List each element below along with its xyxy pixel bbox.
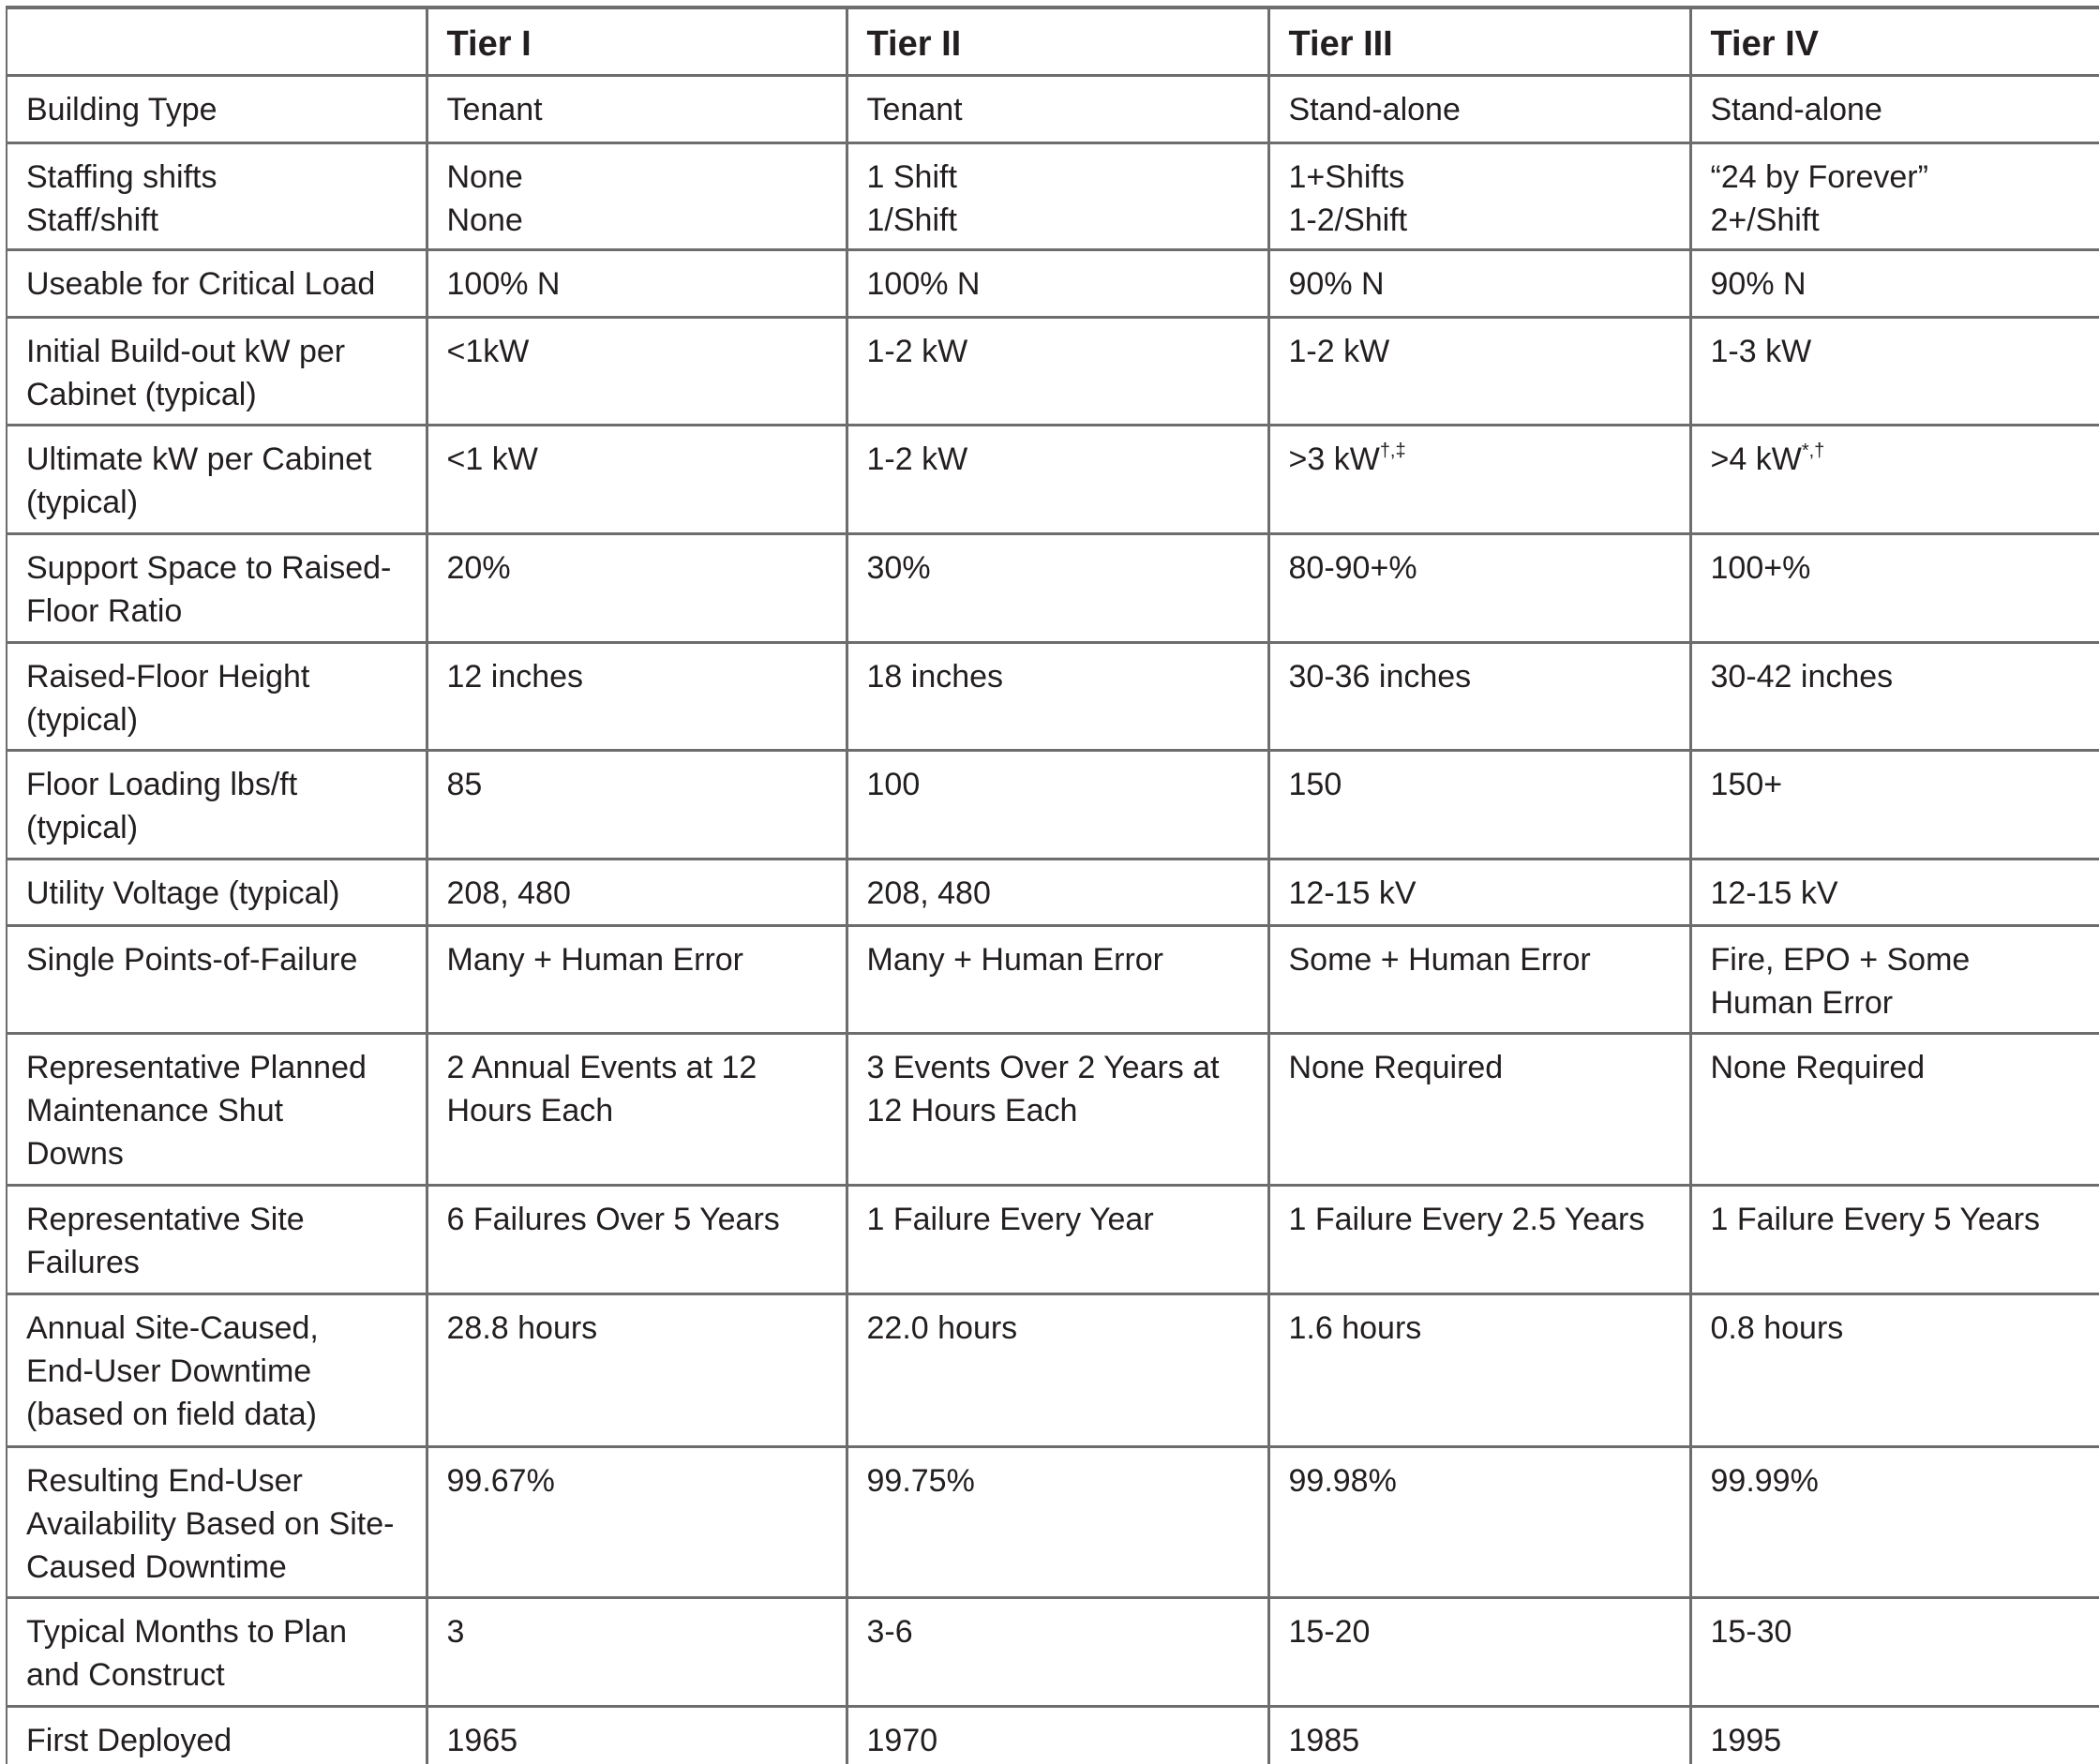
cell-text: <1kW: [446, 333, 530, 369]
cell-text: 22.0 hours: [866, 1309, 1018, 1346]
cell-text: 12 Hours Each: [866, 1092, 1078, 1129]
cell-line: [1711, 1719, 2084, 1762]
row-label: [7, 317, 427, 425]
row-label-line: Availability Based on Site-: [26, 1505, 395, 1542]
cell-text: <1 kW: [446, 441, 538, 477]
table-row: [7, 249, 2099, 317]
cell-line: [1289, 872, 1672, 915]
cell-tier-2: [847, 425, 1268, 533]
cell-text: Stand-alone: [1710, 91, 1882, 127]
cell-text: None: [446, 202, 523, 238]
cell-text: 12-15 kV: [1710, 875, 1838, 911]
row-label-line: Downs: [26, 1135, 124, 1172]
cell-line: [867, 763, 1251, 806]
cell-tier-2: [847, 1446, 1268, 1597]
table-row: [7, 1706, 2099, 1764]
cell-line: [1711, 763, 2084, 806]
cell-line: [447, 1719, 829, 1762]
cell-text: 1 Failure Every Year: [866, 1201, 1154, 1237]
cell-text: “24 by Forever”: [1710, 158, 1928, 195]
cell-line: [867, 655, 1251, 698]
cell-text: >3 kW: [1288, 441, 1380, 477]
cell-text: 1+Shifts: [1288, 158, 1405, 195]
cell-text: 1-2 kW: [1288, 333, 1390, 369]
cell-text: Many + Human Error: [866, 941, 1163, 978]
cell-line: [1289, 438, 1672, 481]
cell-text: 99.75%: [866, 1462, 975, 1499]
cell-line: [1711, 1459, 2084, 1502]
cell-line: [1289, 655, 1672, 698]
cell-line: [447, 1046, 829, 1089]
cell-text: 100% N: [866, 265, 981, 302]
cell-text: 1-2 kW: [866, 441, 968, 477]
row-label-line: (typical): [26, 701, 139, 738]
cell-text: None: [446, 158, 523, 195]
row-label: [7, 1185, 427, 1293]
cell-line: [1711, 981, 2084, 1024]
cell-text: 1995: [1710, 1722, 1782, 1758]
cell-text: Tenant: [866, 91, 963, 127]
cell-line: [867, 199, 1251, 242]
cell-text: 30-42 inches: [1710, 658, 1894, 695]
cell-text: 1970: [866, 1722, 938, 1758]
cell-line: [867, 156, 1251, 199]
cell-tier-4: [1690, 1446, 2099, 1597]
cell-line: [867, 872, 1251, 915]
cell-tier-2: [847, 925, 1268, 1033]
cell-text: 1 Failure Every 5 Years: [1710, 1201, 2041, 1237]
cell-line: [1711, 262, 2084, 306]
cell-text: 20%: [446, 549, 511, 586]
cell-tier-1: [427, 317, 847, 425]
table-row: [7, 750, 2099, 859]
cell-text: 1 Shift: [866, 158, 957, 195]
row-label-line: Staff/shift: [26, 202, 159, 238]
cell-tier-3: [1268, 1033, 1690, 1185]
cell-tier-4: [1690, 859, 2099, 925]
cell-line: [447, 199, 829, 242]
cell-tier-1: [427, 1597, 847, 1706]
cell-tier-2: [847, 1033, 1268, 1185]
cell-tier-1: [427, 75, 847, 142]
cell-line: [447, 330, 829, 373]
cell-line: [447, 655, 829, 698]
cell-tier-3: [1268, 142, 1690, 249]
cell-text: 6 Failures Over 5 Years: [446, 1201, 780, 1237]
cell-tier-1: [427, 750, 847, 859]
cell-line: [1289, 262, 1672, 306]
row-label: [7, 249, 427, 317]
cell-line: [447, 872, 829, 915]
cell-text: 15-20: [1288, 1613, 1371, 1650]
table-row: [7, 142, 2099, 249]
cell-tier-2: [847, 1185, 1268, 1293]
cell-text: None Required: [1288, 1049, 1504, 1085]
table-row: [7, 425, 2099, 533]
cell-tier-4: [1690, 925, 2099, 1033]
cell-line: [867, 1610, 1251, 1653]
cell-line: [1289, 156, 1672, 199]
table-row: [7, 317, 2099, 425]
cell-text: Tenant: [446, 91, 543, 127]
cell-line: [867, 1046, 1251, 1089]
cell-text: Many + Human Error: [446, 941, 743, 978]
row-label-line: Building Type: [26, 91, 217, 127]
table-row: [7, 75, 2099, 142]
cell-tier-2: [847, 533, 1268, 642]
header-tier-3: Tier III: [1268, 7, 1690, 75]
cell-tier-1: [427, 1706, 847, 1764]
cell-tier-2: [847, 249, 1268, 317]
cell-tier-1: [427, 425, 847, 533]
table-row: [7, 859, 2099, 925]
cell-tier-4: [1690, 1597, 2099, 1706]
cell-line: [447, 1307, 829, 1350]
cell-line: [447, 156, 829, 199]
cell-tier-3: [1268, 642, 1690, 750]
cell-tier-2: [847, 1293, 1268, 1446]
cell-text: >4 kW: [1710, 441, 1802, 477]
cell-line: [1289, 1307, 1672, 1350]
cell-text: Hours Each: [446, 1092, 614, 1129]
cell-tier-3: [1268, 425, 1690, 533]
cell-text: 90% N: [1710, 265, 1807, 302]
row-label-line: (based on field data): [26, 1396, 317, 1432]
row-label-line: and Construct: [26, 1656, 225, 1693]
cell-tier-1: [427, 1033, 847, 1185]
cell-line: [1711, 1046, 2084, 1089]
cell-line: [867, 938, 1251, 981]
cell-tier-1: [427, 642, 847, 750]
header-corner: [7, 7, 427, 75]
cell-line: [1289, 1459, 1672, 1502]
cell-tier-3: [1268, 1446, 1690, 1597]
cell-line: [867, 1198, 1251, 1241]
cell-line: [1289, 763, 1672, 806]
cell-text: 18 inches: [866, 658, 1004, 695]
cell-tier-2: [847, 859, 1268, 925]
row-label-line: Representative Site: [26, 1201, 305, 1237]
cell-text: 3-6: [866, 1613, 913, 1650]
cell-text: 80-90+%: [1288, 549, 1417, 586]
cell-text: 1-2 kW: [866, 333, 968, 369]
cell-tier-3: [1268, 249, 1690, 317]
cell-tier-3: [1268, 317, 1690, 425]
row-label: [7, 1293, 427, 1446]
cell-text: 0.8 hours: [1710, 1309, 1844, 1346]
cell-tier-4: [1690, 642, 2099, 750]
cell-tier-1: [427, 859, 847, 925]
cell-line: [447, 262, 829, 306]
cell-tier-4: [1690, 1033, 2099, 1185]
cell-text: 3 Events Over 2 Years at: [866, 1049, 1220, 1085]
row-label-line: Maintenance Shut: [26, 1092, 284, 1129]
cell-tier-4: [1690, 750, 2099, 859]
cell-text: 208, 480: [866, 875, 991, 911]
cell-tier-2: [847, 75, 1268, 142]
cell-tier-3: [1268, 75, 1690, 142]
cell-tier-2: [847, 642, 1268, 750]
cell-text: 100% N: [446, 265, 561, 302]
cell-line: [1289, 1046, 1672, 1089]
row-label-line: Ultimate kW per Cabinet: [26, 441, 372, 477]
cell-line: [867, 1307, 1251, 1350]
cell-tier-3: [1268, 1706, 1690, 1764]
cell-line: [1289, 1610, 1672, 1653]
cell-tier-1: [427, 1185, 847, 1293]
cell-line: [1289, 938, 1672, 981]
cell-tier-4: [1690, 142, 2099, 249]
row-label: [7, 642, 427, 750]
cell-text: 30%: [866, 549, 931, 586]
row-label-line: Support Space to Raised-: [26, 549, 392, 586]
header-tier-1: Tier I: [427, 7, 847, 75]
cell-tier-2: [847, 750, 1268, 859]
cell-tier-2: [847, 1706, 1268, 1764]
table-row: [7, 1293, 2099, 1446]
cell-line: [867, 330, 1251, 373]
cell-text: 12 inches: [446, 658, 584, 695]
cell-text: 1965: [446, 1722, 518, 1758]
cell-line: [1289, 199, 1672, 242]
cell-text: 100: [866, 766, 921, 802]
cell-text: 15-30: [1710, 1613, 1792, 1650]
cell-tier-1: [427, 1293, 847, 1446]
cell-text: 2 Annual Events at 12: [446, 1049, 757, 1085]
cell-text: 2+/Shift: [1710, 202, 1820, 238]
cell-tier-4: [1690, 533, 2099, 642]
table-row: [7, 642, 2099, 750]
cell-line: [1289, 1198, 1672, 1241]
cell-line: [1711, 1610, 2084, 1653]
cell-line: [867, 1459, 1251, 1502]
cell-text: 90% N: [1288, 265, 1385, 302]
cell-line: [1711, 156, 2084, 199]
cell-tier-3: [1268, 925, 1690, 1033]
row-label-line: Initial Build-out kW per: [26, 333, 346, 369]
cell-text: 100+%: [1710, 549, 1811, 586]
cell-line: [447, 438, 829, 481]
cell-text: 1-2/Shift: [1288, 202, 1408, 238]
cell-tier-3: [1268, 859, 1690, 925]
cell-tier-2: [847, 142, 1268, 249]
table-row: [7, 533, 2099, 642]
cell-text: 150: [1288, 766, 1342, 802]
cell-tier-1: [427, 533, 847, 642]
cell-line: [1711, 1198, 2084, 1241]
row-label: [7, 750, 427, 859]
cell-tier-1: [427, 249, 847, 317]
row-label-line: Staffing shifts: [26, 158, 217, 195]
footnote-marker: *,†: [1801, 440, 1825, 461]
cell-line: [1711, 1307, 2084, 1350]
cell-text: None Required: [1710, 1049, 1926, 1085]
cell-tier-2: [847, 317, 1268, 425]
row-label: [7, 925, 427, 1033]
row-label: [7, 1597, 427, 1706]
header-tier-4: Tier IV: [1690, 7, 2099, 75]
cell-text: 28.8 hours: [446, 1309, 598, 1346]
cell-tier-4: [1690, 1185, 2099, 1293]
cell-text: 150+: [1710, 766, 1783, 802]
cell-text: Fire, EPO + Some: [1710, 941, 1971, 978]
cell-line: [1711, 546, 2084, 590]
cell-text: 1-3 kW: [1710, 333, 1812, 369]
cell-tier-4: [1690, 249, 2099, 317]
cell-tier-2: [847, 1597, 1268, 1706]
row-label-line: Single Points-of-Failure: [26, 941, 358, 978]
cell-text: Stand-alone: [1288, 91, 1461, 127]
row-label: [7, 425, 427, 533]
cell-text: 1.6 hours: [1288, 1309, 1422, 1346]
table-row: [7, 1033, 2099, 1185]
row-label-line: Cabinet (typical): [26, 376, 257, 412]
table-body: [7, 75, 2099, 1764]
cell-line: [1711, 438, 2084, 481]
table-row: [7, 925, 2099, 1033]
cell-text: 1/Shift: [866, 202, 957, 238]
cell-line: [1711, 330, 2084, 373]
cell-tier-3: [1268, 1185, 1690, 1293]
cell-tier-3: [1268, 1597, 1690, 1706]
cell-tier-3: [1268, 1293, 1690, 1446]
cell-line: [1711, 655, 2084, 698]
cell-line: [447, 1089, 829, 1132]
row-label-line: Raised-Floor Height: [26, 658, 310, 695]
row-label: [7, 1446, 427, 1597]
row-label: [7, 1033, 427, 1185]
row-label-line: (typical): [26, 809, 139, 845]
cell-text: 208, 480: [446, 875, 571, 911]
cell-text: 1985: [1288, 1722, 1360, 1758]
cell-line: [447, 1459, 829, 1502]
cell-line: [1289, 88, 1672, 131]
cell-text: 12-15 kV: [1288, 875, 1417, 911]
row-label: [7, 859, 427, 925]
cell-text: 99.99%: [1710, 1462, 1819, 1499]
cell-text: 85: [446, 766, 483, 802]
cell-tier-4: [1690, 75, 2099, 142]
cell-tier-3: [1268, 533, 1690, 642]
cell-text: 99.98%: [1288, 1462, 1397, 1499]
cell-text: 30-36 inches: [1288, 658, 1472, 695]
cell-line: [1711, 199, 2084, 242]
cell-line: [1289, 1719, 1672, 1762]
cell-line: [447, 1610, 829, 1653]
row-label-line: End-User Downtime: [26, 1353, 312, 1389]
row-label-line: First Deployed: [26, 1722, 232, 1758]
row-label-line: Floor Loading lbs/ft: [26, 766, 298, 802]
cell-tier-4: [1690, 425, 2099, 533]
row-label: [7, 75, 427, 142]
cell-line: [1289, 330, 1672, 373]
cell-line: [867, 262, 1251, 306]
table-row: [7, 1446, 2099, 1597]
cell-tier-1: [427, 142, 847, 249]
row-label-line: Resulting End-User: [26, 1462, 303, 1499]
cell-text: Human Error: [1710, 984, 1894, 1021]
row-label: [7, 1706, 427, 1764]
header-row: [7, 7, 2099, 75]
footnote-marker: †,‡: [1379, 440, 1406, 461]
cell-line: [1289, 546, 1672, 590]
cell-line: [447, 938, 829, 981]
cell-line: [447, 546, 829, 590]
table-row: [7, 1185, 2099, 1293]
header-tier-2: Tier II: [847, 7, 1268, 75]
row-label-line: Typical Months to Plan: [26, 1613, 348, 1650]
cell-line: [1711, 872, 2084, 915]
cell-line: [867, 88, 1251, 131]
cell-tier-4: [1690, 1293, 2099, 1446]
cell-text: 3: [446, 1613, 465, 1650]
row-label-line: Floor Ratio: [26, 592, 183, 629]
row-label-line: Utility Voltage (typical): [26, 875, 340, 911]
cell-tier-1: [427, 1446, 847, 1597]
row-label: [7, 533, 427, 642]
cell-text: 1 Failure Every 2.5 Years: [1288, 1201, 1645, 1237]
cell-text: Some + Human Error: [1288, 941, 1591, 978]
cell-tier-3: [1268, 750, 1690, 859]
row-label-line: Useable for Critical Load: [26, 265, 376, 302]
cell-line: [1711, 88, 2084, 131]
cell-line: [1711, 938, 2084, 981]
cell-line: [867, 546, 1251, 590]
cell-line: [447, 88, 829, 131]
cell-tier-1: [427, 925, 847, 1033]
cell-line: [867, 438, 1251, 481]
tier-comparison-table: [6, 6, 2099, 1764]
row-label-line: Failures: [26, 1244, 140, 1280]
cell-tier-4: [1690, 317, 2099, 425]
row-label-line: Caused Downtime: [26, 1548, 287, 1585]
cell-line: [867, 1089, 1251, 1132]
row-label-line: Representative Planned: [26, 1049, 367, 1085]
row-label-line: Annual Site-Caused,: [26, 1309, 319, 1346]
row-label: [7, 142, 427, 249]
cell-tier-4: [1690, 1706, 2099, 1764]
cell-text: 99.67%: [446, 1462, 555, 1499]
cell-line: [867, 1719, 1251, 1762]
cell-line: [447, 763, 829, 806]
cell-line: [447, 1198, 829, 1241]
row-label-line: (typical): [26, 484, 139, 520]
table-row: [7, 1597, 2099, 1706]
